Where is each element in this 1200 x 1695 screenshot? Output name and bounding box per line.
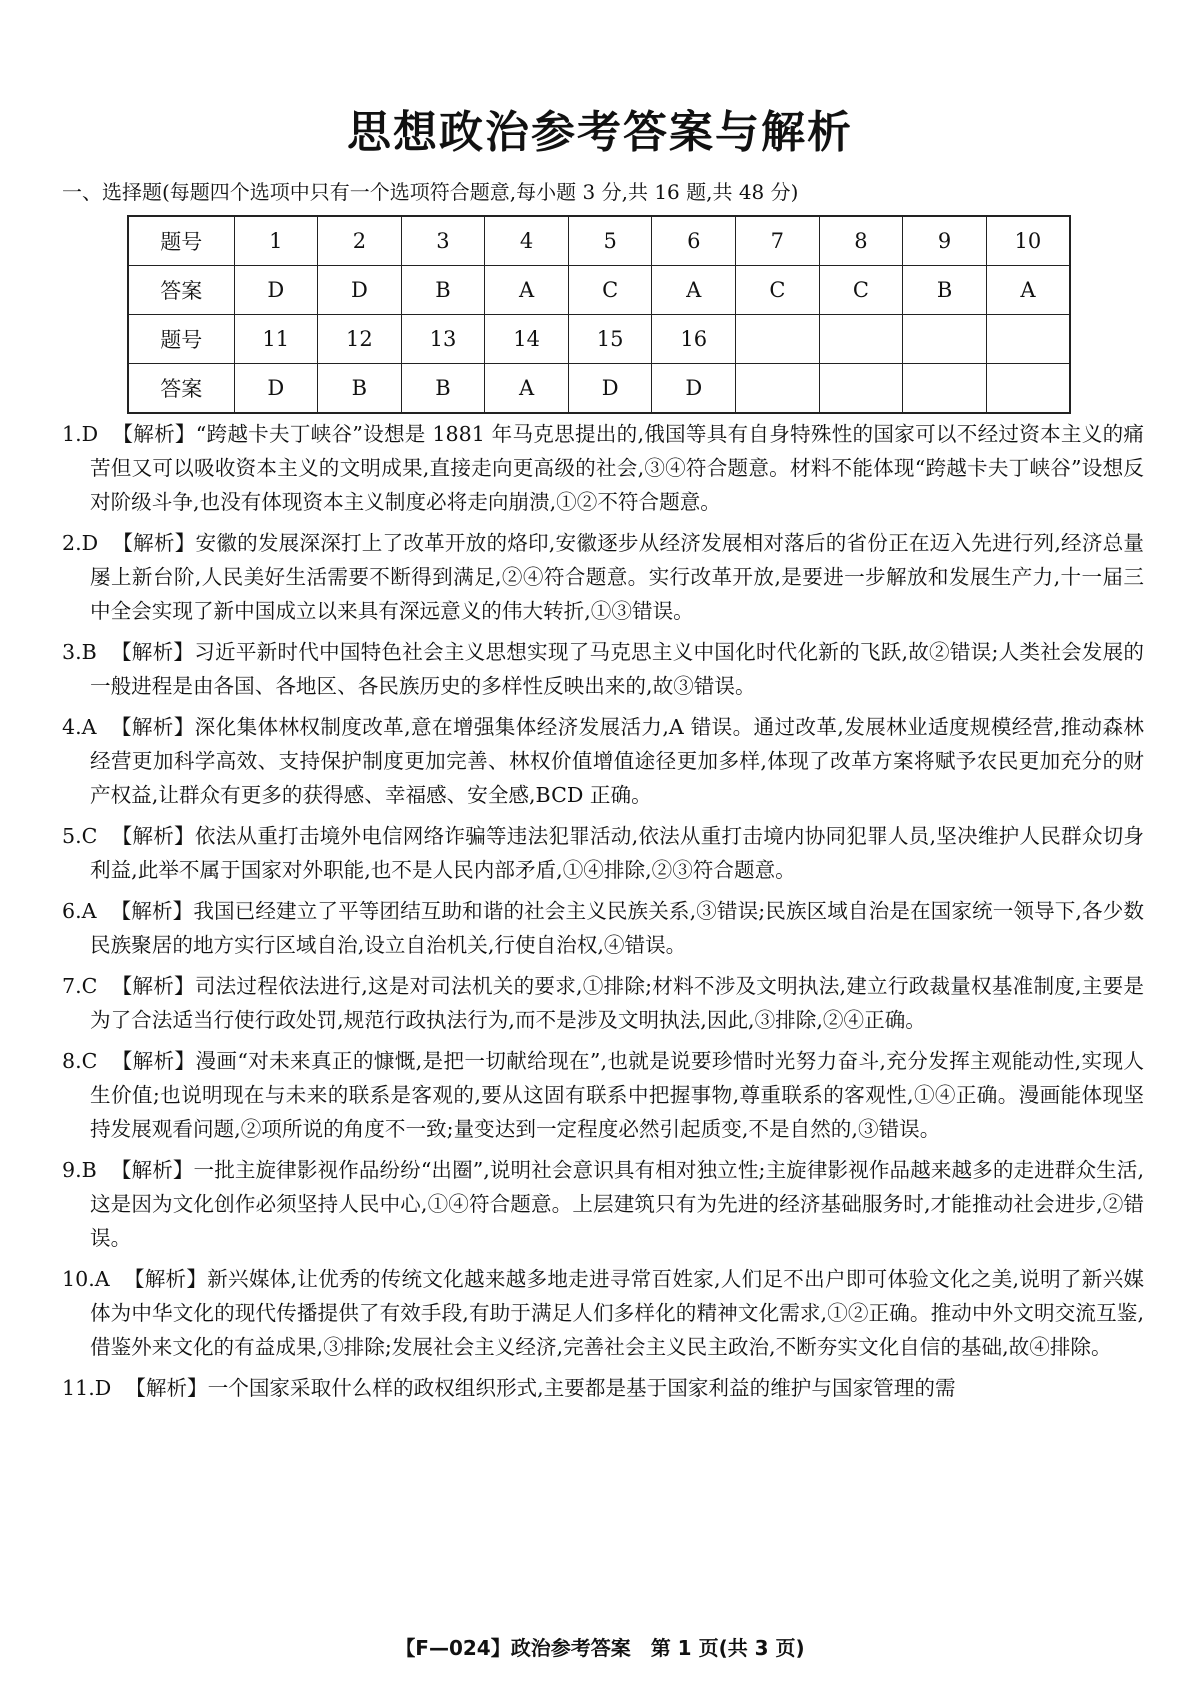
table-cell xyxy=(819,315,903,364)
table-cell: 6 xyxy=(652,216,736,266)
page-footer: 【F—024】政治参考答案 第 1 页(共 3 页) xyxy=(395,1636,805,1660)
question-answer-label: 8.C xyxy=(62,1049,98,1073)
table-cell: 4 xyxy=(485,216,569,266)
explanation-text: 依法从重打击境外电信网络诈骗等违法犯罪活动,依法从重打击境内协同犯罪人员,坚决维护人民群众切身利益,此举不属于国家对外职能,也不是人民内部矛盾,①④排除,②③符合题意。 xyxy=(90,824,1145,882)
table-cell: 1 xyxy=(234,216,318,266)
table-cell: 9 xyxy=(903,216,987,266)
analysis-tag: 【解析】 xyxy=(111,1049,196,1073)
table-cell: D xyxy=(652,364,736,414)
question-answer-label: 9.B xyxy=(62,1158,97,1182)
table-cell: 8 xyxy=(819,216,903,266)
explanations-list xyxy=(62,417,1144,1412)
answer-explanation xyxy=(62,819,1144,887)
table-cell: 7 xyxy=(736,216,820,266)
analysis-tag: 【解析】 xyxy=(125,1376,208,1400)
explanation-text: 一批主旋律影视作品纷纷“出圈”,说明社会意识具有相对独立性;主旋律影视作品越来越多的走进群众生活,这是因为文化创作必须坚持人民中心,①④符合题意。上层建筑只有为先进的经济基础服务时,才能推动社会进步,②错误。 xyxy=(90,1158,1145,1250)
analysis-tag: 【解析】 xyxy=(110,1158,194,1182)
table-row xyxy=(128,216,1070,266)
table-cell: A xyxy=(652,266,736,315)
table-cell: 16 xyxy=(652,315,736,364)
answer-explanation xyxy=(62,417,1144,519)
analysis-tag: 【解析】 xyxy=(112,422,196,446)
question-answer-label: 10.A xyxy=(62,1267,110,1291)
question-answer-label: 2.D xyxy=(62,531,99,555)
answer-explanation xyxy=(62,1153,1144,1255)
table-cell: 15 xyxy=(568,315,652,364)
answer-explanation xyxy=(62,1262,1144,1364)
table-row-header: 答案 xyxy=(128,266,234,315)
analysis-tag: 【解析】 xyxy=(111,824,195,848)
answer-explanation xyxy=(62,1044,1144,1146)
table-row-header: 题号 xyxy=(128,216,234,266)
explanation-text: 一个国家采取什么样的政权组织形式,主要都是基于国家利益的维护与国家管理的需 xyxy=(207,1376,956,1400)
explanation-text: 司法过程依法进行,这是对司法机关的要求,①排除;材料不涉及文明执法,建立行政裁量权基准制度,主要是为了合法适当行使行政处罚,规范行政执法行为,而不是涉及文明执法,因此,③排除,②④正确。 xyxy=(90,974,1145,1032)
table-cell: 2 xyxy=(318,216,402,266)
table-cell: C xyxy=(568,266,652,315)
table-cell: A xyxy=(986,266,1070,315)
answer-table xyxy=(127,215,1071,414)
table-cell: A xyxy=(485,364,569,414)
table-cell: 13 xyxy=(401,315,485,364)
table-cell: B xyxy=(903,266,987,315)
table-cell: B xyxy=(401,364,485,414)
explanation-text: “跨越卡夫丁峡谷”设想是 1881 年马克思提出的,俄国等具有自身特殊性的国家可以不经过资本主义的痛苦但又可以吸收资本主义的文明成果,直接走向更高级的社会,③④符合题意。材料不能体现“跨越卡夫丁峡谷”设想反对阶级斗争,也没有体现资本主义制度必将走向崩溃,①②不符合题意。 xyxy=(90,422,1144,514)
page-title: 思想政治参考答案与解析 xyxy=(347,107,853,158)
table-cell: D xyxy=(568,364,652,414)
table-cell: C xyxy=(819,266,903,315)
explanation-text: 新兴媒体,让优秀的传统文化越来越多地走进寻常百姓家,人们足不出户即可体验文化之美,说明了新兴媒体为中华文化的现代传播提供了有效手段,有助于满足人们多样化的精神文化需求,①②正确。推动中外文明交流互鉴,借鉴外来文化的有益成果,③排除;发展社会主义经济,完善社会主义民主政治,不断夯实文化自信的基础,故④排除。 xyxy=(90,1267,1144,1359)
analysis-tag: 【解析】 xyxy=(110,715,195,739)
table-cell: 5 xyxy=(568,216,652,266)
table-cell: 12 xyxy=(318,315,402,364)
table-row xyxy=(128,266,1070,315)
answer-explanation xyxy=(62,1371,1144,1405)
explanation-text: 习近平新时代中国特色社会主义思想实现了马克思主义中国化时代化新的飞跃,故②错误;人类社会发展的一般进程是由各国、各地区、各民族历史的多样性反映出来的,故③错误。 xyxy=(90,640,1145,698)
table-cell: C xyxy=(736,266,820,315)
analysis-tag: 【解析】 xyxy=(110,899,194,923)
table-cell xyxy=(903,315,987,364)
explanation-text: 深化集体林权制度改革,意在增强集体经济发展活力,A 错误。通过改革,发展林业适度规模经营,推动森林经营更加科学高效、支持保护制度更加完善、林权价值增值途径更加多样,体现了改革方案将赋予农民更加充分的财产权益,让群众有更多的获得感、幸福感、安全感,BCD 正确。 xyxy=(90,715,1144,807)
analysis-tag: 【解析】 xyxy=(110,640,195,664)
table-row xyxy=(128,364,1070,414)
question-answer-label: 4.A xyxy=(62,715,97,739)
table-row-header: 答案 xyxy=(128,364,234,414)
table-cell: 14 xyxy=(485,315,569,364)
table-cell xyxy=(903,364,987,414)
table-cell: D xyxy=(234,266,318,315)
table-cell: A xyxy=(485,266,569,315)
table-row xyxy=(128,315,1070,364)
table-cell: D xyxy=(234,364,318,414)
answer-explanation xyxy=(62,635,1144,703)
analysis-tag: 【解析】 xyxy=(112,531,196,555)
question-answer-label: 6.A xyxy=(62,899,97,923)
table-cell xyxy=(736,315,820,364)
explanation-text: 安徽的发展深深打上了改革开放的烙印,安徽逐步从经济发展相对落后的省份正在迈入先进行列,经济总量屡上新台阶,人民美好生活需要不断得到满足,②④符合题意。实行改革开放,是要进一步解放和发展生产力,十一届三中全会实现了新中国成立以来具有深远意义的伟大转折,①③错误。 xyxy=(90,531,1145,623)
explanation-text: 漫画“对未来真正的慷慨,是把一切献给现在”,也就是说要珍惜时光努力奋斗,充分发挥主观能动性,实现人生价值;也说明现在与未来的联系是客观的,要从这固有联系中把握事物,尊重联系的客观性,①④正确。漫画能体现坚持发展观看问题,②项所说的角度不一致;量变达到一定程度必然引起质变,不是自然的,③错误。 xyxy=(90,1049,1144,1141)
table-cell: D xyxy=(318,266,402,315)
table-cell xyxy=(819,364,903,414)
question-answer-label: 5.C xyxy=(62,824,98,848)
table-cell: B xyxy=(401,266,485,315)
answer-explanation xyxy=(62,969,1144,1037)
answer-explanation xyxy=(62,710,1144,812)
table-row-header: 题号 xyxy=(128,315,234,364)
answer-explanation xyxy=(62,894,1144,962)
explanation-text: 我国已经建立了平等团结互助和谐的社会主义民族关系,③错误;民族区域自治是在国家统一领导下,各少数民族聚居的地方实行区域自治,设立自治机关,行使自治权,④错误。 xyxy=(90,899,1144,957)
table-cell: 3 xyxy=(401,216,485,266)
section-heading: 一、选择题(每题四个选项中只有一个选项符合题意,每小题 3 分,共 16 题,共 48 分) xyxy=(62,180,799,204)
analysis-tag: 【解析】 xyxy=(123,1267,208,1291)
table-cell xyxy=(986,364,1070,414)
question-answer-label: 7.C xyxy=(62,974,98,998)
question-answer-label: 3.B xyxy=(62,640,97,664)
answer-explanation xyxy=(62,526,1144,628)
table-cell: B xyxy=(318,364,402,414)
question-answer-label: 1.D xyxy=(62,422,99,446)
table-cell: 11 xyxy=(234,315,318,364)
table-cell xyxy=(736,364,820,414)
table-cell xyxy=(986,315,1070,364)
table-cell: 10 xyxy=(986,216,1070,266)
question-answer-label: 11.D xyxy=(62,1376,112,1400)
analysis-tag: 【解析】 xyxy=(111,974,195,998)
